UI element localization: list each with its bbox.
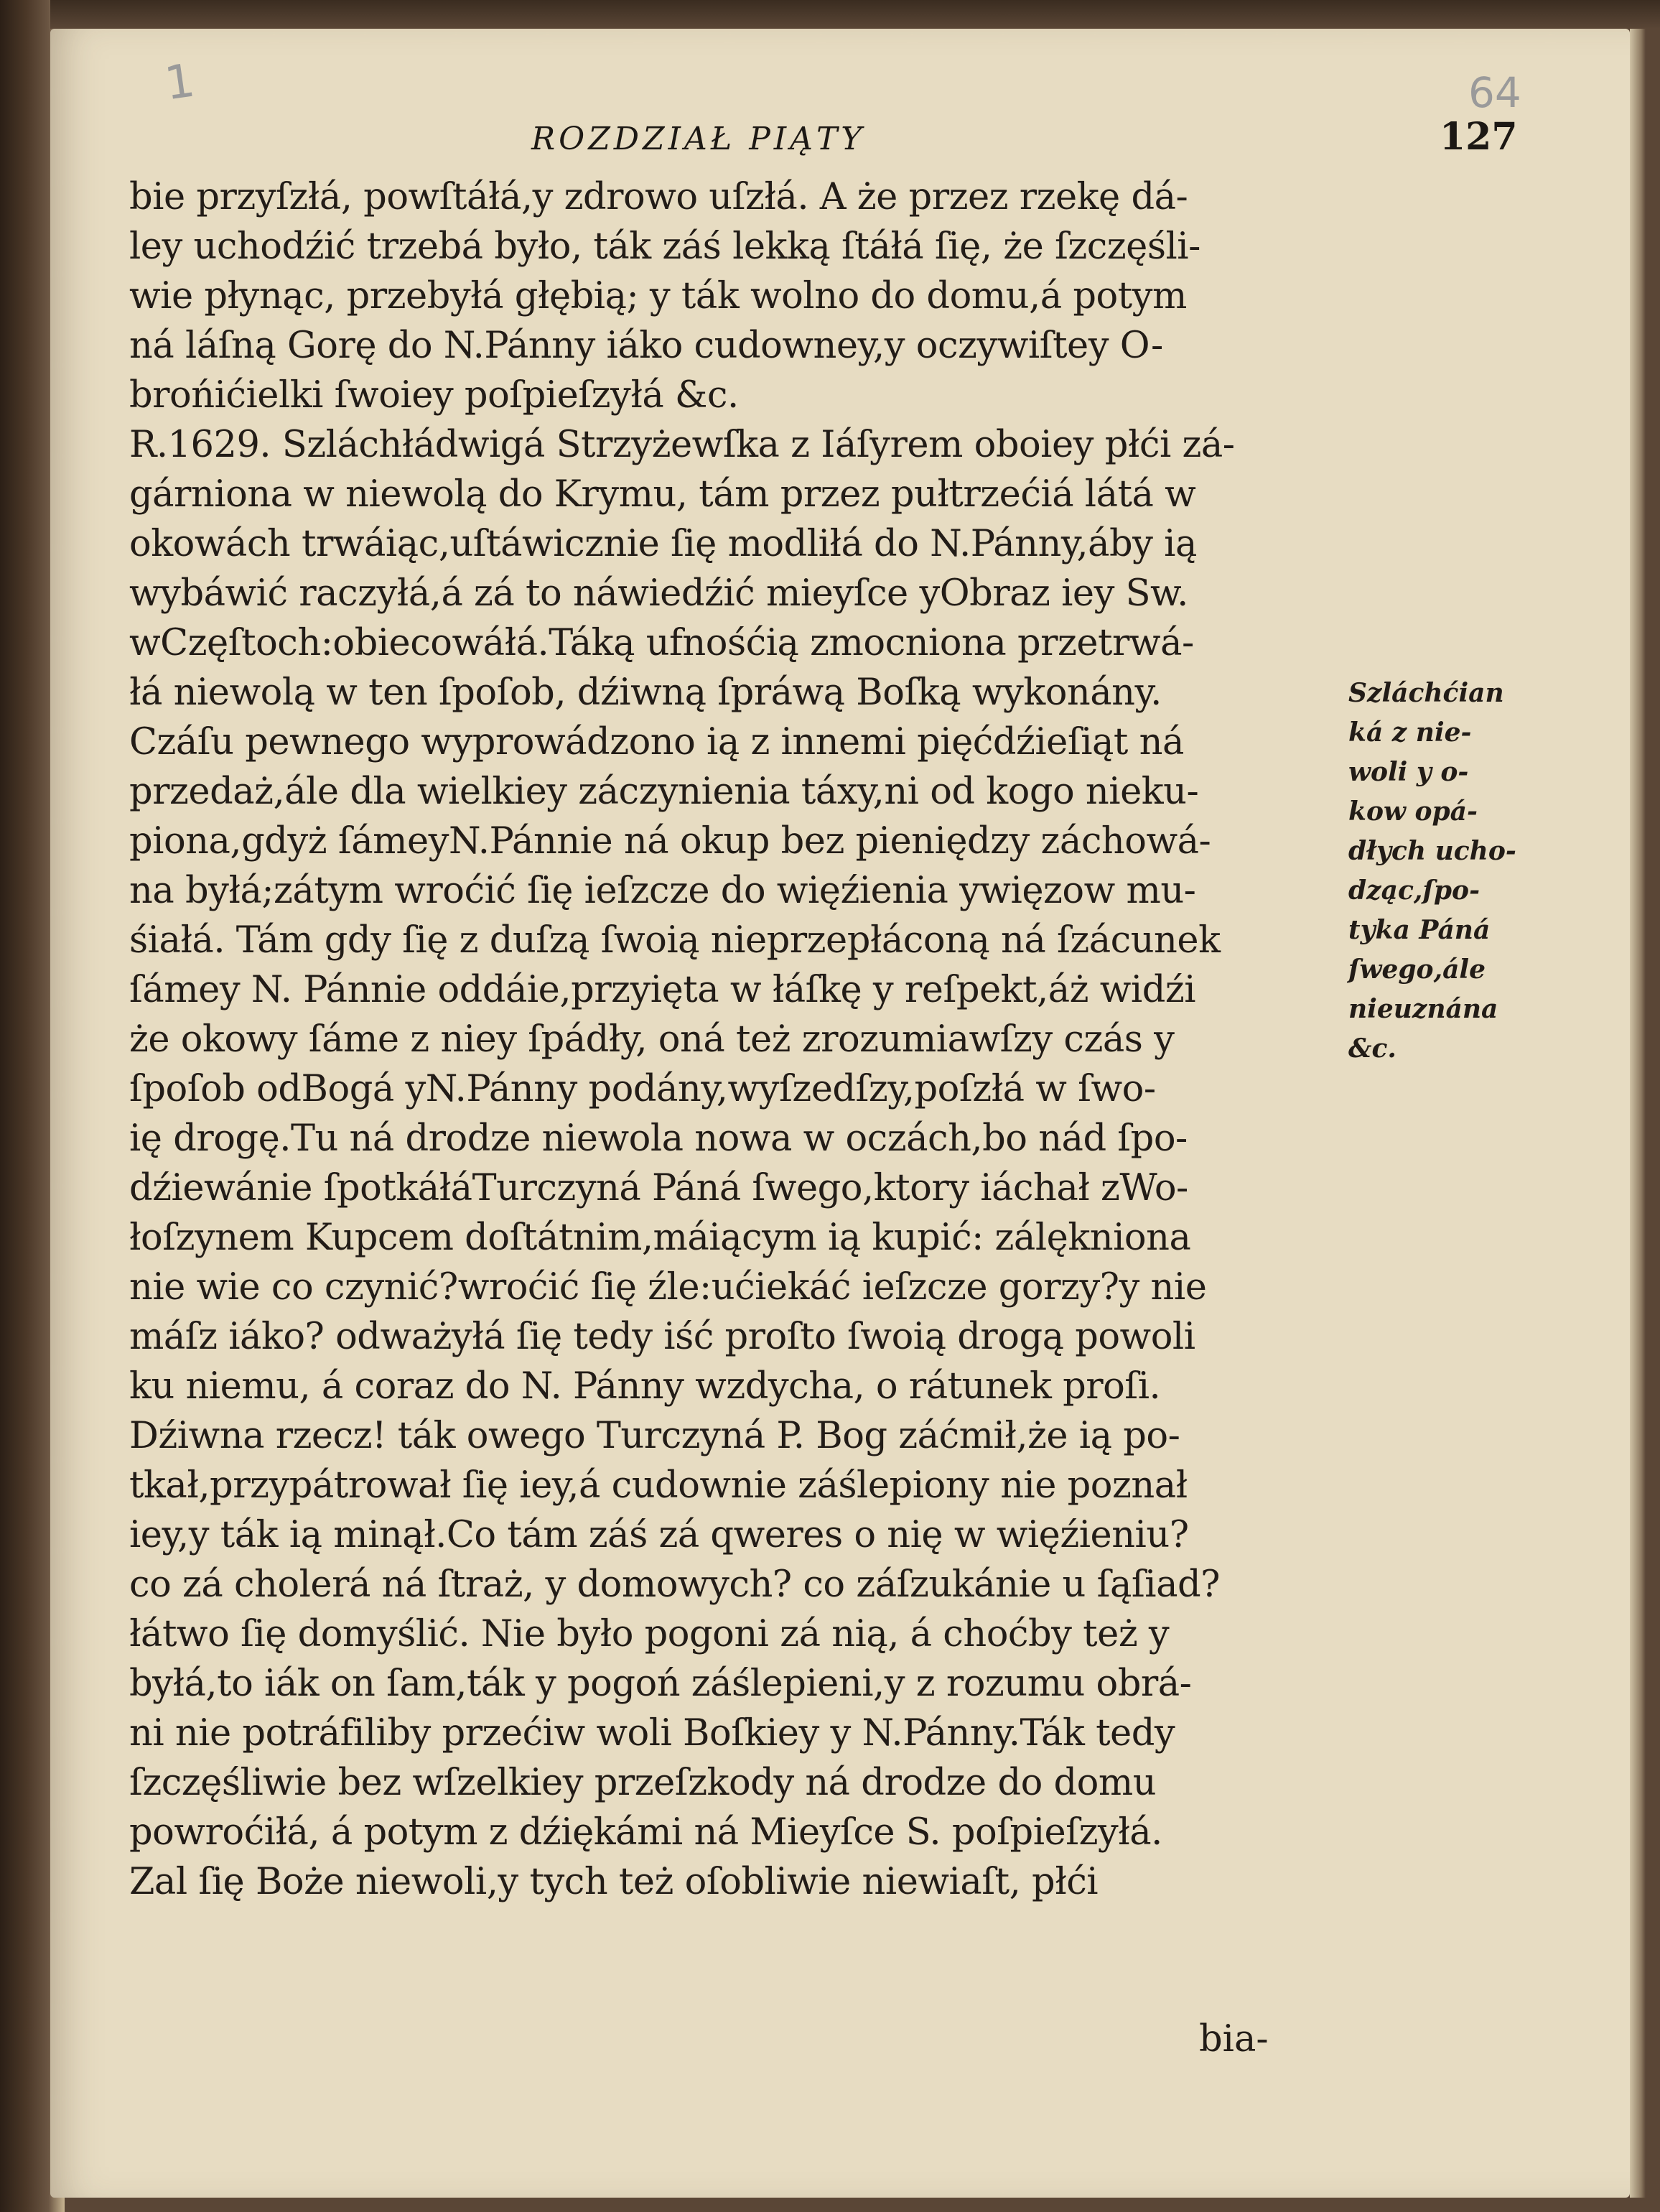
text-line: wCzęſtoch:obiecowáłá.Táką ufnośćią zmocniona przetrwá- bbox=[129, 622, 1194, 664]
marginal-line: &c. bbox=[1348, 1033, 1396, 1064]
text-line: ſpoſob odBogá yN.Pánny podány,wyſzedſzy,poſzłá w ſwo- bbox=[129, 1068, 1156, 1110]
text-line: że okowy ſáme z niey ſpádły, oná też zrozumiawſzy czás y bbox=[129, 1018, 1175, 1061]
marginal-line: ſwego,ále bbox=[1348, 954, 1486, 985]
marginal-line: dząc,ſpo- bbox=[1348, 875, 1481, 906]
text-line: gárniona w niewolą do Krymu, tám przez pułtrzećiá látá w bbox=[129, 473, 1196, 516]
text-line: ni nie potráfiliby przećiw woli Boſkiey y N.Pánny.Ták tedy bbox=[129, 1712, 1175, 1755]
text-line: máſz iáko? odważyłá ſię tedy iść proſto ſwoią drogą powoli bbox=[129, 1316, 1195, 1358]
marginal-note bbox=[1348, 674, 1531, 1069]
text-line: wie płynąc, przebyłá głębią; y ták wolno do domu,á potym bbox=[129, 275, 1187, 317]
marginal-line: nieuznána bbox=[1348, 994, 1498, 1024]
text-line: okowách trwáiąc,uſtáwicznie ſię modliłá do N.Pánny,áby ią bbox=[129, 523, 1197, 565]
text-line: śiałá. Tám gdy ſię z duſzą ſwoią nieprzepłáconą ná ſzácunek bbox=[129, 919, 1221, 962]
page-edge bbox=[1630, 29, 1646, 2198]
text-line: bie przyſzłá, powſtáłá,y zdrowo uſzłá. A że przez rzekę dá- bbox=[129, 176, 1188, 218]
text-line: ley uchodźić trzebá było, ták záś lekką ſtáłá ſię, że ſzczęśli- bbox=[129, 226, 1200, 268]
text-line: łá niewolą w ten ſpoſob, dźiwną ſpráwą Boſką wykonány. bbox=[129, 672, 1162, 714]
text-line: dźiewánie ſpotkáłáTurczyná Páná ſwego,ktory iáchał zWo- bbox=[129, 1167, 1188, 1209]
text-line: wybáwić raczyłá,á zá to náwiedźić mieyſce yObraz iey Sw. bbox=[129, 572, 1188, 615]
marginal-line: Szláchćian bbox=[1348, 678, 1504, 708]
text-line: łátwo ſię domyślić. Nie było pogoni zá nią, á choćby też y bbox=[129, 1613, 1170, 1655]
text-line: Czáſu pewnego wyprowádzono ią z innemi pięćdźieſiąt ná bbox=[129, 721, 1184, 763]
page-number: 127 bbox=[1440, 115, 1518, 159]
text-line: co zá cholerá ná ſtraż, y domowych? co záſzukánie u ſąſiad? bbox=[129, 1563, 1220, 1606]
background-top bbox=[50, 0, 1660, 29]
text-line: iey,y ták ią minął.Co tám záś zá qweres o nię w więźieniu? bbox=[129, 1514, 1189, 1556]
marginal-line: woli y o- bbox=[1348, 757, 1469, 787]
main-text bbox=[129, 172, 1343, 1907]
marginal-line: kow opá- bbox=[1348, 796, 1478, 827]
running-head: ROZDZIAŁ PIĄTY bbox=[531, 121, 866, 157]
text-line: tkał,przypátrował ſię iey,á cudownie záślepiony nie poznał bbox=[129, 1464, 1188, 1507]
text-line: przedaż,ále dla wielkiey záczynienia táxy,ni od kogo nieku- bbox=[129, 771, 1199, 813]
pencil-mark-right: 64 bbox=[1468, 68, 1521, 117]
text-line: ná láſną Gorę do N.Pánny iáko cudowney,y oczywiſtey O- bbox=[129, 325, 1163, 367]
marginal-line: dłych ucho- bbox=[1348, 836, 1516, 866]
text-line: R.1629. Szláchłádwigá Strzyżewſka z Iáſyrem oboiey płći zá- bbox=[129, 424, 1235, 466]
text-line: piona,gdyż ſámeyN.Pánnie ná okup bez pieniędzy záchowá- bbox=[129, 820, 1211, 863]
marginal-line: tyka Páná bbox=[1348, 915, 1491, 945]
text-line: na byłá;zátym wroćić ſię ieſzcze do więźienia ywięzow mu- bbox=[129, 870, 1196, 912]
marginal-line: ká z nie- bbox=[1348, 717, 1472, 748]
text-line: ku niemu, á coraz do N. Pánny wzdycha, o rátunek proſi. bbox=[129, 1365, 1161, 1408]
text-line: Zal ſię Boże niewoli,y tych też oſobliwie niewiaſt, płći bbox=[129, 1861, 1099, 1903]
text-line: łoſzynem Kupcem doſtátnim,máiącym ią kupić: zálękniona bbox=[129, 1217, 1191, 1259]
text-line: brońićielki ſwoiey poſpieſzyłá &c. bbox=[129, 374, 739, 417]
pencil-mark-left: 1 bbox=[162, 54, 198, 111]
text-line: ię drogę.Tu ná drodze niewola nowa w oczách,bo nád ſpo- bbox=[129, 1117, 1188, 1160]
text-line: powroćiłá, á potym z dźiękámi ná Mieyſce S. poſpieſzyłá. bbox=[129, 1811, 1162, 1854]
text-line: byłá,to iák on ſam,ták y pogoń záślepieni,y z rozumu obrá- bbox=[129, 1663, 1192, 1705]
catchword: bia- bbox=[1199, 2018, 1269, 2060]
text-line: ſámey N. Pánnie oddáie,przyięta w łáſkę y reſpekt,áż widźi bbox=[129, 969, 1196, 1011]
text-line: Dźiwna rzecz! ták owego Turczyná P. Bog záćmił,że ią po- bbox=[129, 1415, 1180, 1457]
text-line: nie wie co czynić?wroćić ſię źle:ućiekáć ieſzcze gorzy?y nie bbox=[129, 1266, 1207, 1309]
text-line: ſzczęśliwie bez wſzelkiey przeſzkody ná drodze do domu bbox=[129, 1762, 1157, 1804]
